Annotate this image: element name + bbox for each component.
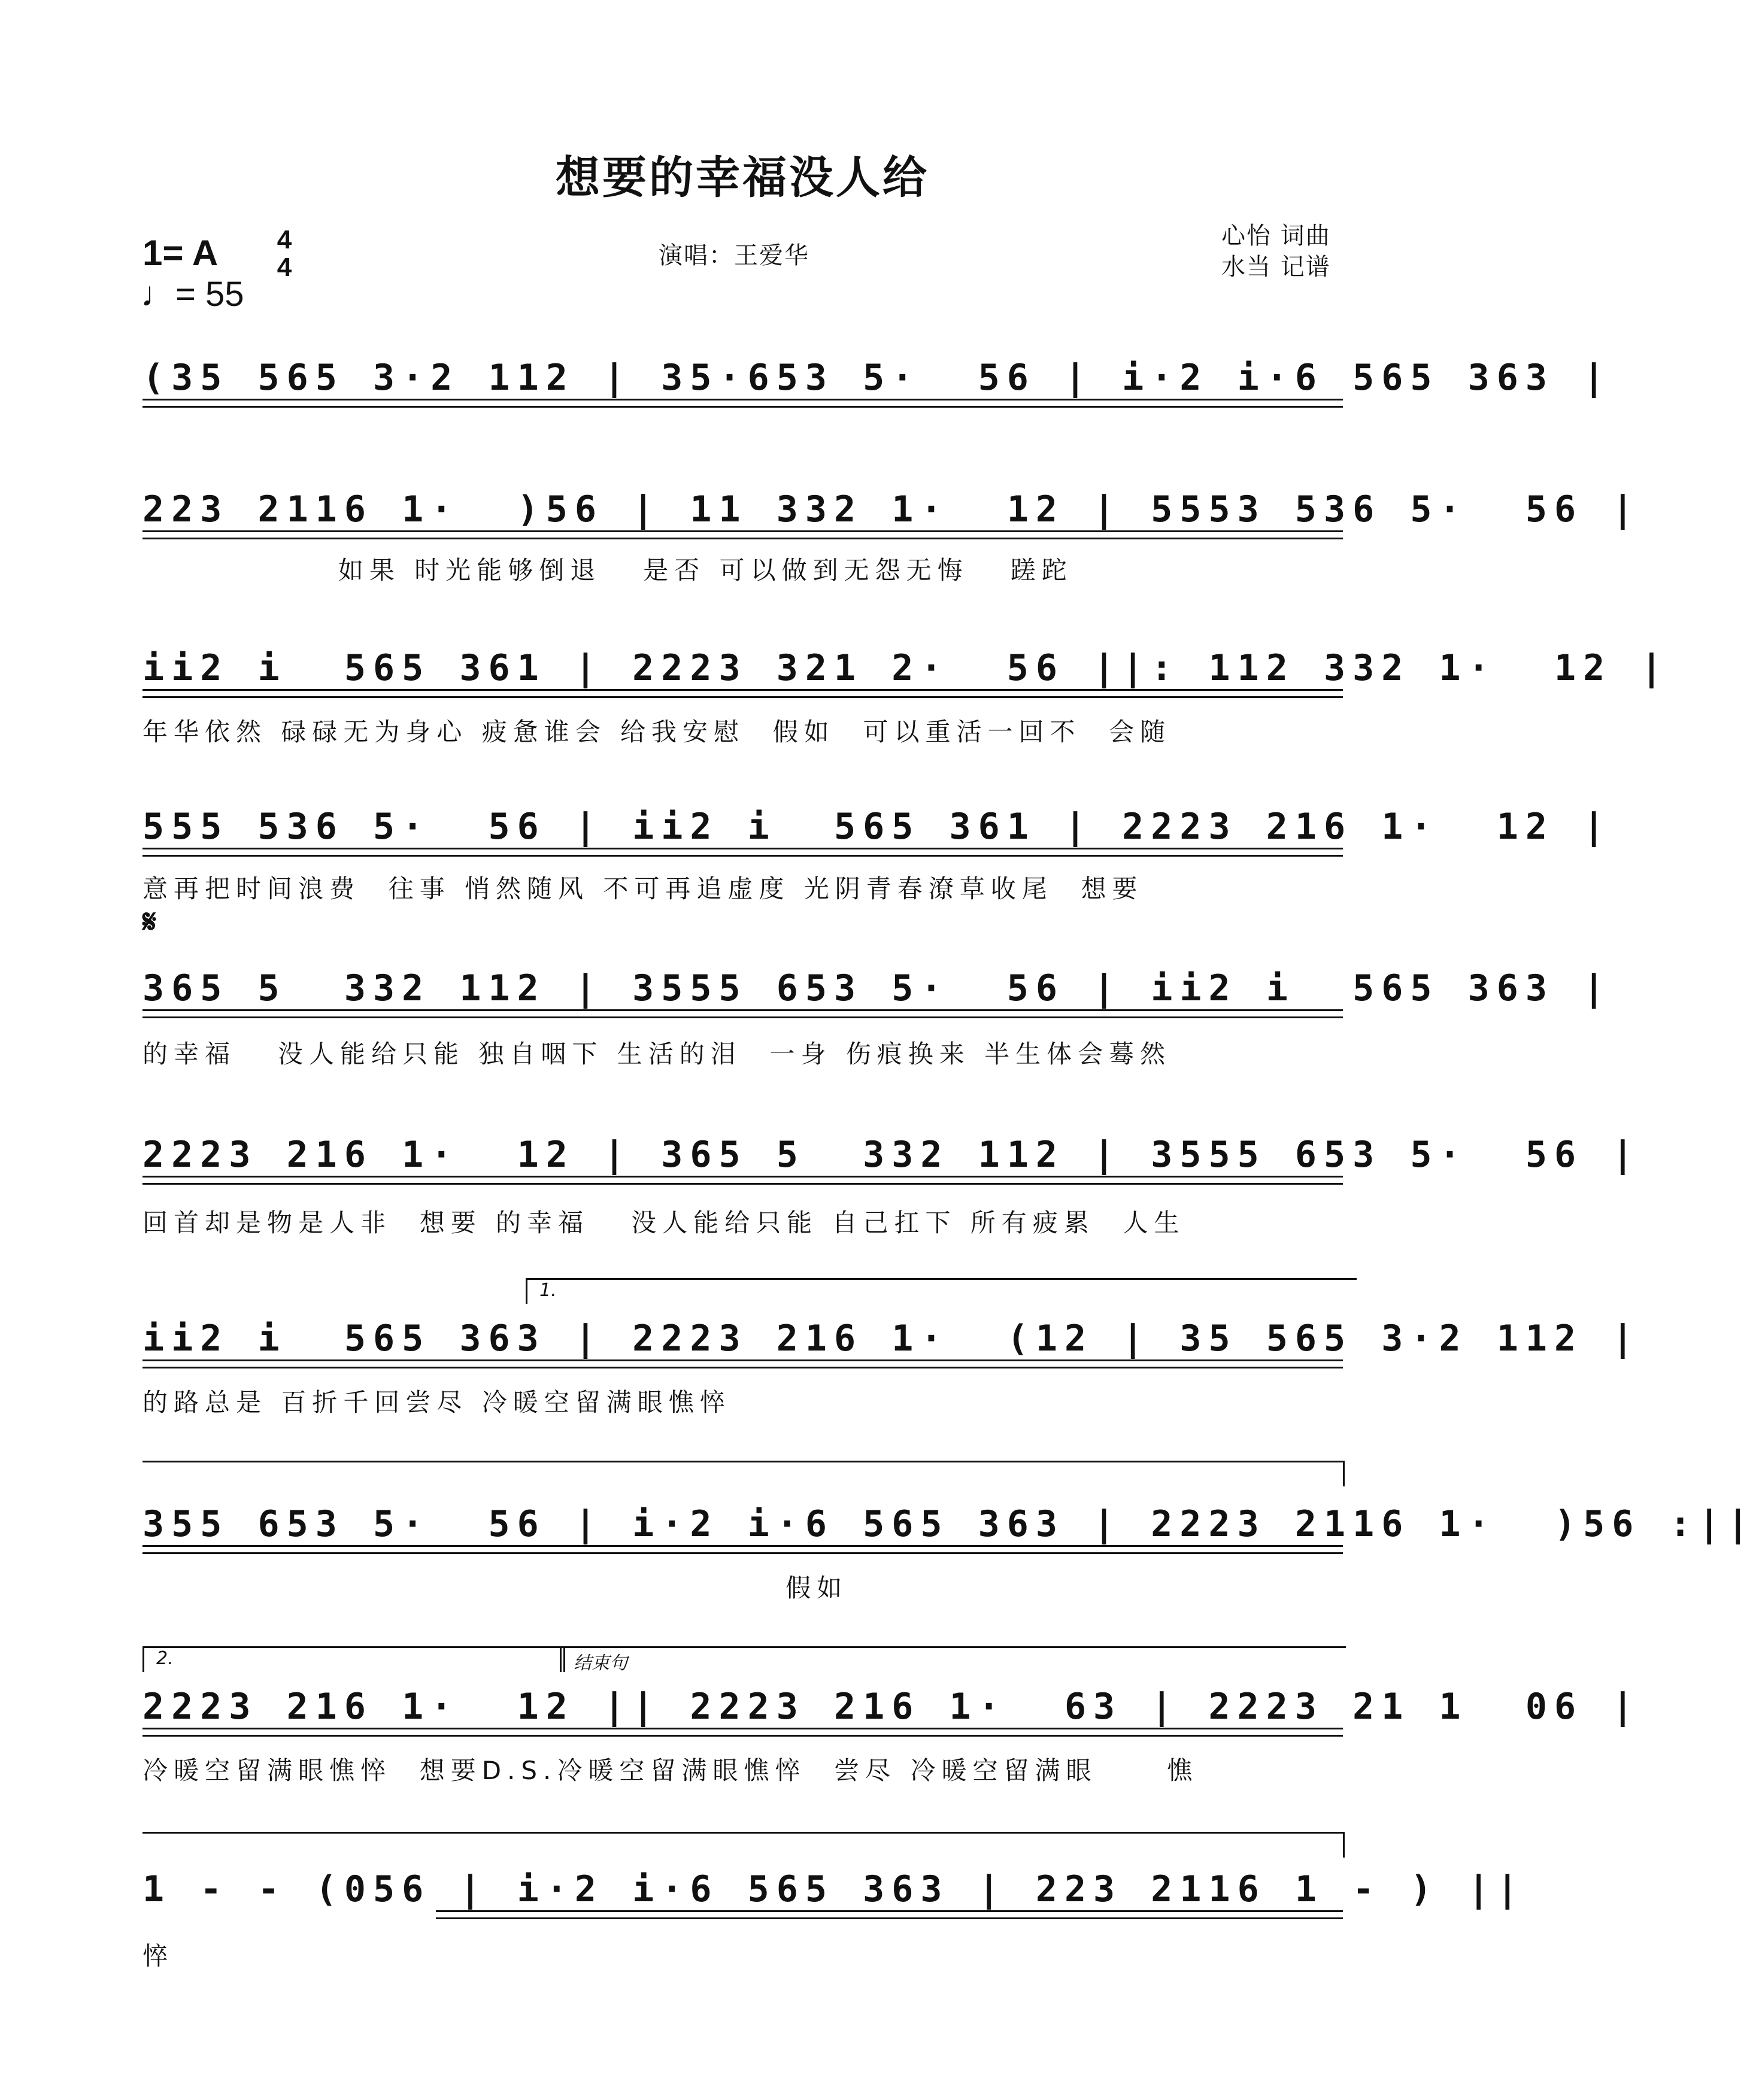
notation-line: ii2 i 565 363 | 2223 216 1· (12 | 35 565 3·2 112 | — [142, 1318, 1641, 1359]
beam-line — [142, 1367, 1343, 1368]
beam-line — [142, 399, 1343, 400]
notation-line: 2223 216 1· 12 || 2223 216 1· 63 | 2223 21 1 06 | — [142, 1686, 1641, 1728]
notation-line: 223 2116 1· )56 | 11 332 1· 12 | 5553 536 5· 56 | — [142, 488, 1641, 530]
beam-line — [436, 1917, 1343, 1919]
second-ending-bracket: 2. — [142, 1646, 565, 1672]
staff-row-7 — [142, 1314, 1641, 1386]
transcriber-credit: 水当 记谱 — [1221, 253, 1331, 281]
singer-credit: 演唱：王爱华 — [659, 242, 809, 269]
tempo-marking: ♩= 55 — [141, 275, 244, 314]
beam-line — [142, 406, 1343, 408]
time-signature-top: 4 — [277, 225, 292, 254]
notation-line: 2223 216 1· 12 | 365 5 332 112 | 3555 653 5· 56 | — [142, 1134, 1641, 1176]
time-signature — [266, 226, 302, 281]
notation-line: 365 5 332 112 | 3555 653 5· 56 | ii2 i 565 363 | — [142, 967, 1612, 1009]
lyrics-row-4: 意再把时间浪费 往事 悄然随风 不可再追虚度 光阴青春潦草收尾 想要 — [142, 874, 1144, 903]
segno-sign: 𝄋 — [142, 903, 157, 940]
first-ending-bracket: 1. — [526, 1278, 1357, 1304]
staff-row-10 — [142, 1865, 1525, 1937]
composer-credit: 心怡 词曲 — [1221, 222, 1331, 250]
beam-line — [142, 530, 1343, 532]
beam-line — [142, 1735, 1343, 1737]
staff-row-8 — [142, 1500, 1756, 1571]
lyrics-row-9: 冷暖空留满眼憔悴 想要D.S.冷暖空留满眼憔悴 尝尽 冷暖空留满眼 憔 — [142, 1756, 1199, 1785]
beam-line — [142, 1016, 1343, 1018]
beam-line — [142, 1359, 1343, 1361]
notation-line: (35 565 3·2 112 | 35·653 5· 56 | i·2 i·6 565 363 | — [142, 357, 1612, 399]
notation-line: 555 536 5· 56 | ii2 i 565 361 | 2223 216 1· 12 | — [142, 806, 1612, 848]
staff-row-6 — [142, 1130, 1641, 1202]
lyrics-row-8: 假如 — [142, 1573, 848, 1603]
lyrics-row-3: 年华依然 碌碌无为身心 疲惫谁会 给我安慰 假如 可以重活一回不 会随 — [142, 717, 1172, 746]
staff-row-3 — [142, 644, 1670, 715]
notation-line: 1 - - (056 | i·2 i·6 565 363 | 223 2116 1 - ) || — [142, 1868, 1525, 1910]
staff-row-1 — [142, 353, 1612, 425]
notation-line: 355 653 5· 56 | i·2 i·6 565 363 | 2223 2116 1· )56 :|| — [142, 1503, 1756, 1545]
beam-line — [142, 689, 1343, 691]
beam-line — [142, 1009, 1343, 1011]
staff-row-5 — [142, 964, 1612, 1036]
beam-line — [142, 855, 1343, 857]
coda-continuation — [142, 1832, 1345, 1858]
beam-line — [142, 1183, 1343, 1185]
beam-line — [142, 1552, 1343, 1554]
staff-row-2 — [142, 485, 1641, 557]
staff-row-4 — [142, 802, 1612, 874]
key-signature: 1= A — [142, 233, 219, 273]
time-signature-bottom: 4 — [277, 253, 292, 282]
first-ending-continuation — [142, 1461, 1345, 1486]
author-credits — [1221, 220, 1331, 283]
coda-label: 结束句 — [560, 1646, 1346, 1672]
beam-line — [142, 1728, 1343, 1729]
beam-line — [142, 848, 1343, 849]
beam-line — [436, 1910, 1343, 1912]
beam-line — [142, 1176, 1343, 1178]
lyrics-row-10: 悴 — [142, 1941, 174, 1971]
lyrics-row-6: 回首却是物是人非 想要 的幸福 没人能给只能 自己扛下 所有疲累 人生 — [142, 1208, 1185, 1237]
lyrics-row-2: 如果 时光能够倒退 是否 可以做到无怨无悔 蹉跎 — [142, 556, 1073, 585]
notation-line: ii2 i 565 361 | 2223 321 2· 56 ||: 112 332 1· 12 | — [142, 647, 1670, 689]
beam-line — [142, 696, 1343, 698]
lyrics-row-5: 的幸福 没人能给只能 独自咽下 生活的泪 一身 伤痕换来 半生体会蓦然 — [142, 1039, 1172, 1069]
staff-row-9 — [142, 1682, 1641, 1754]
beam-line — [142, 538, 1343, 539]
song-title: 想要的幸福没人给 — [556, 152, 929, 204]
beam-line — [142, 1545, 1343, 1547]
lyrics-row-7: 的路总是 百折千回尝尽 冷暖空留满眼憔悴 — [142, 1388, 731, 1417]
